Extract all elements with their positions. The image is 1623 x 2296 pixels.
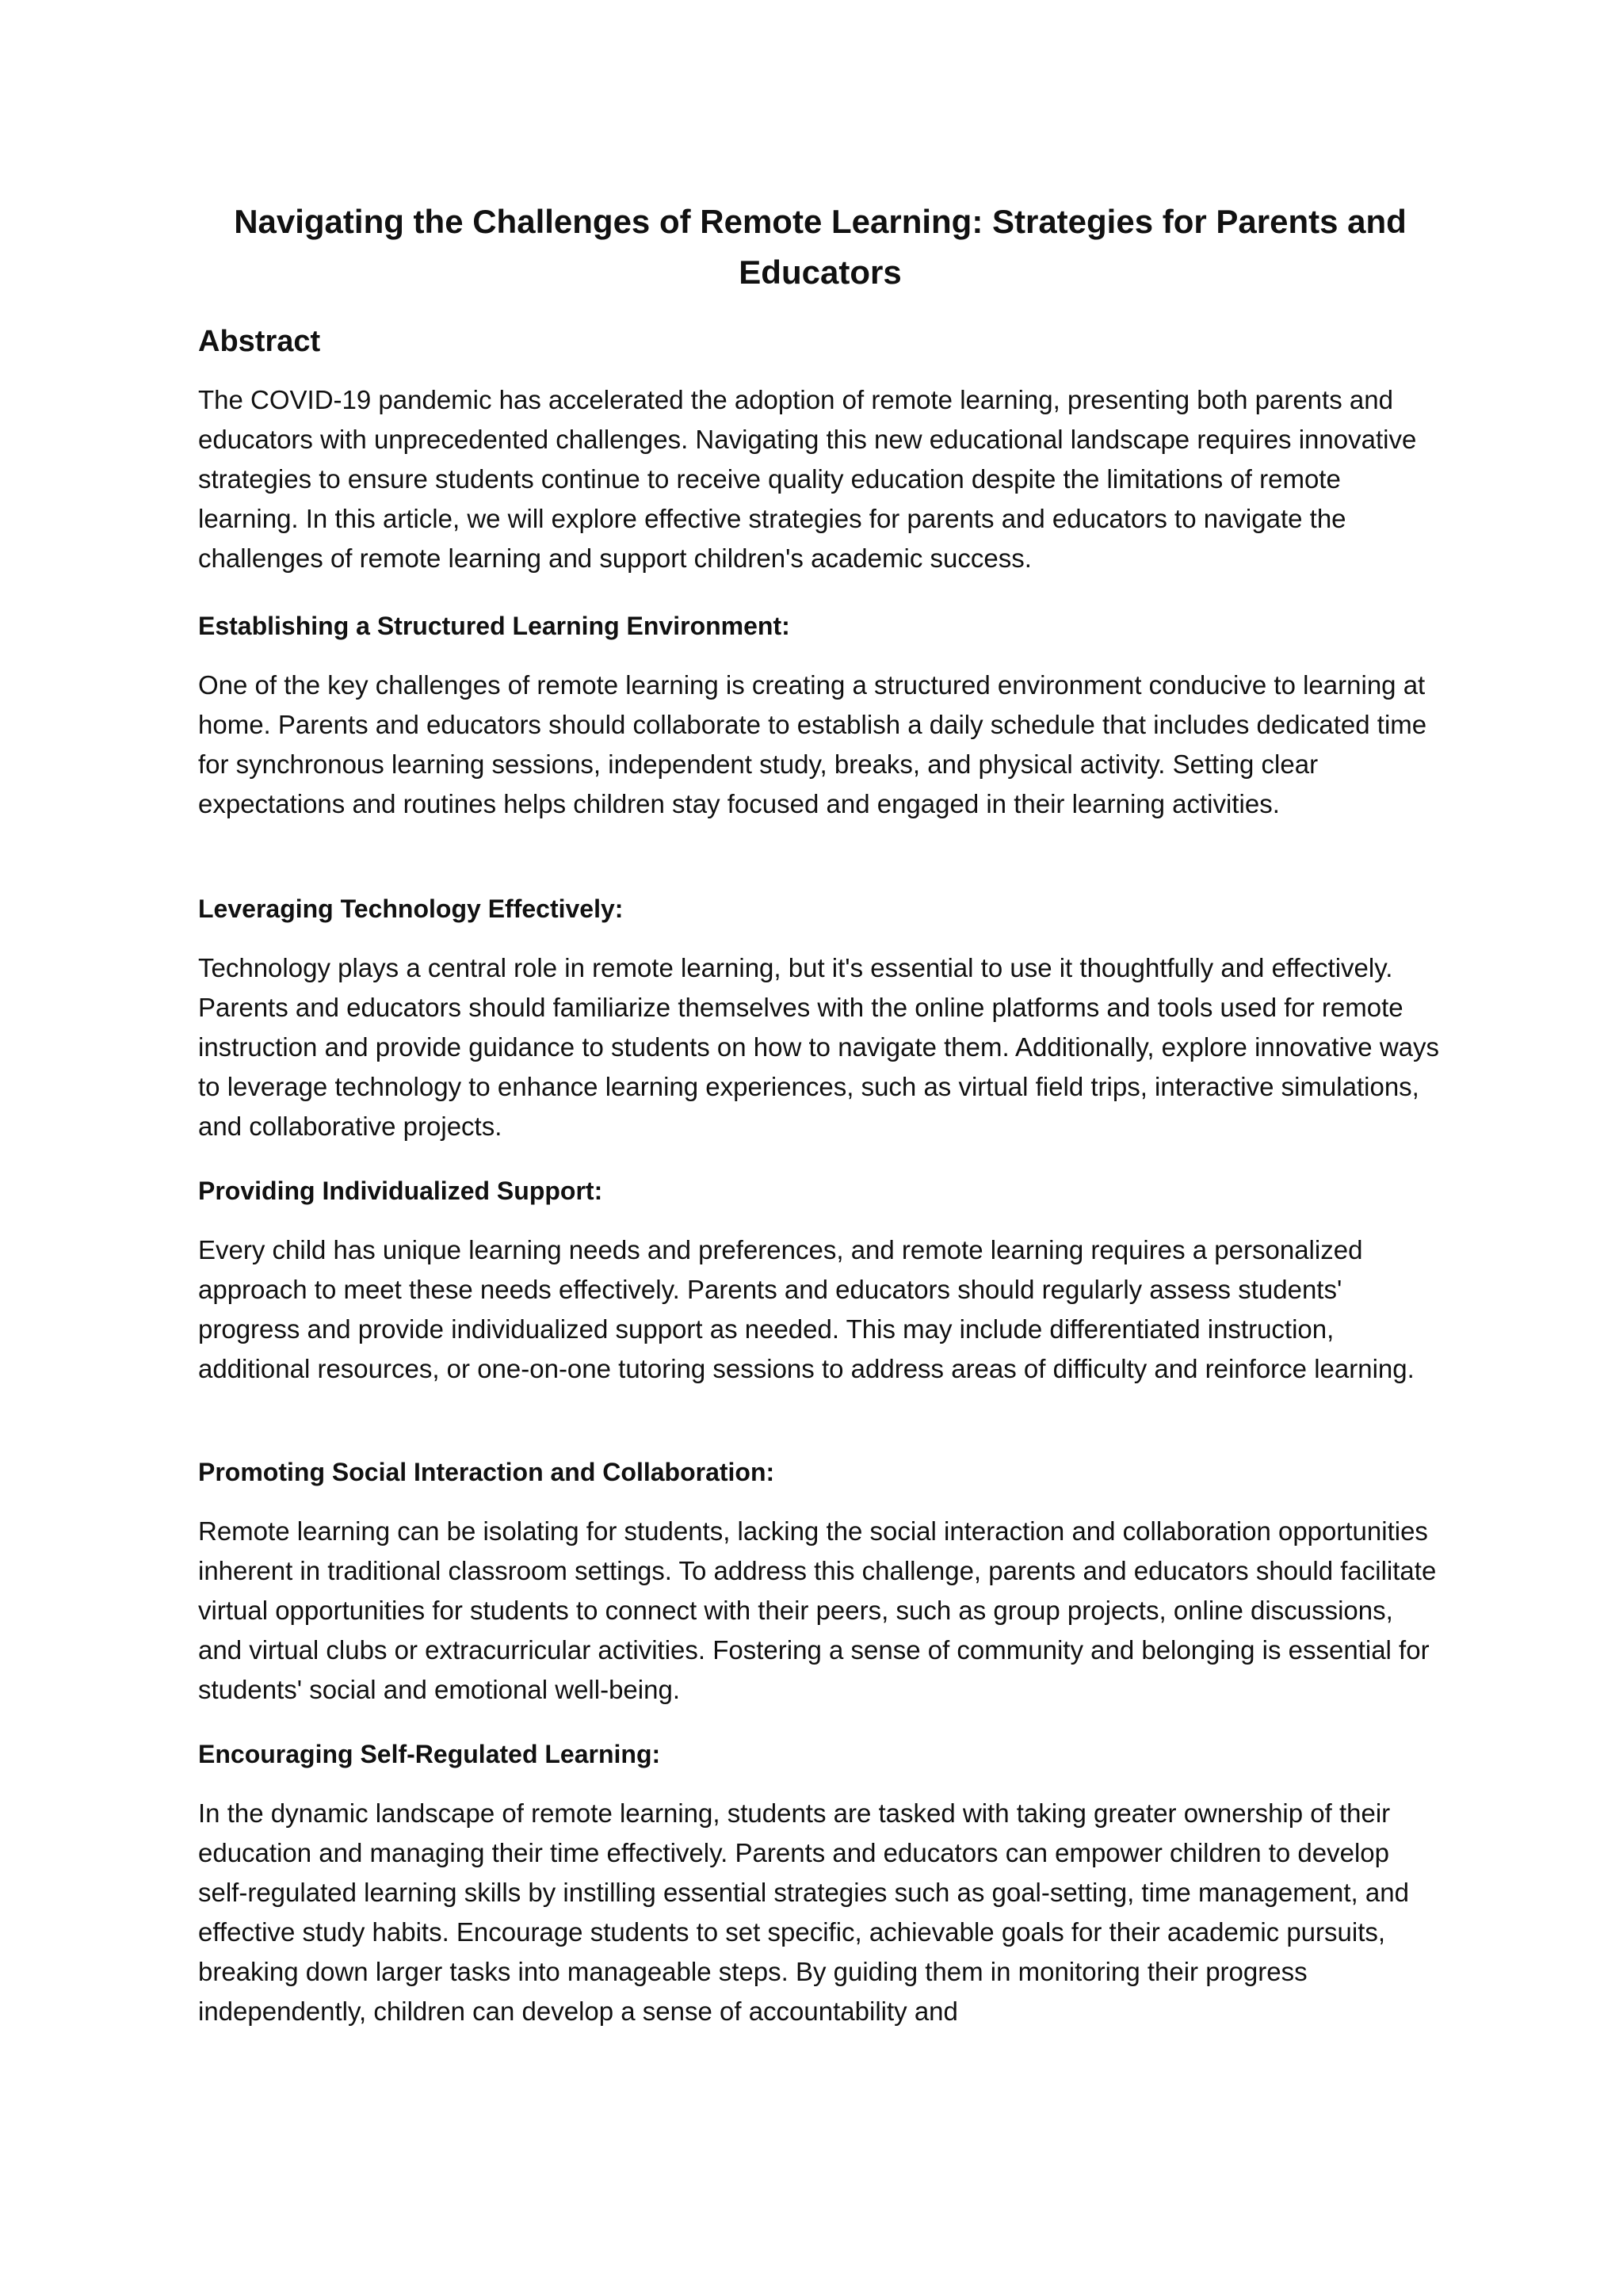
- section-heading-self-regulated-learning: Encouraging Self-Regulated Learning:: [198, 1740, 661, 1768]
- document-title: Navigating the Challenges of Remote Learning: Strategies for Parents and Educators: [234, 203, 1407, 291]
- section-heading-technology: Leveraging Technology Effectively:: [198, 894, 624, 923]
- section-paragraph-technology: Technology plays a central role in remote learning, but it's essential to use it thoughtfully and effectively. Parents and educators should familiarize themselves with the online platforms and tools used for remote instruction and provide guidance to students on how to navigate them. Additionally, explore innovative ways to leverage technology to enhance learning experiences, such as virtual field trips, interactive simulations, and collaborative projects.: [198, 953, 1440, 1141]
- section-heading-social-interaction: Promoting Social Interaction and Collaboration:: [198, 1458, 775, 1486]
- section-heading-structured-environment: Establishing a Structured Learning Environment:: [198, 612, 790, 640]
- section-paragraph-individualized-support: Every child has unique learning needs and preferences, and remote learning requires a personalized approach to meet these needs effectively. Parents and educators should regularly assess students' progress and provide individualized support as needed. This may include differentiated instruction, additional resources, or one-on-one tutoring sessions to address areas of difficulty and reinforce learning.: [198, 1235, 1415, 1383]
- abstract-paragraph: The COVID-19 pandemic has accelerated the adoption of remote learning, presenting both parents and educators with unprecedented challenges. Navigating this new educational landscape requires innovative strategies to ensure students continue to receive quality education despite the limitations of remote learning. In this article, we will explore effective strategies for parents and educators to navigate the challenges of remote learning and support children's academic success.: [198, 385, 1417, 573]
- section-paragraph-self-regulated-learning: In the dynamic landscape of remote learning, students are tasked with taking greater ownership of their education and managing their time effectively. Parents and educators can empower children to develop self-regulated learning skills by instilling essential strategies such as goal-setting, time management, and effective study habits. Encourage students to set specific, achievable goals for their academic pursuits, breaking down larger tasks into manageable steps. By guiding them in monitoring their progress independently, children can develop a sense of accountability and: [198, 1798, 1409, 2026]
- section-paragraph-social-interaction: Remote learning can be isolating for students, lacking the social interaction and collaboration opportunities inherent in traditional classroom settings. To address this challenge, parents and educators should facilitate virtual opportunities for students to connect with their peers, such as group projects, online discussions, and virtual clubs or extracurricular activities. Fostering a sense of community and belonging is essential for students' social and emotional well-being.: [198, 1516, 1437, 1704]
- section-heading-individualized-support: Providing Individualized Support:: [198, 1177, 603, 1205]
- abstract-heading: Abstract: [198, 325, 321, 358]
- section-paragraph-structured-environment: One of the key challenges of remote learning is creating a structured environment conducive to learning at home. Parents and educators should collaborate to establish a daily schedule that includes dedicated time for synchronous learning sessions, independent study, breaks, and physical activity. Setting clear expectations and routines helps children stay focused and engaged in their learning activities.: [198, 670, 1427, 818]
